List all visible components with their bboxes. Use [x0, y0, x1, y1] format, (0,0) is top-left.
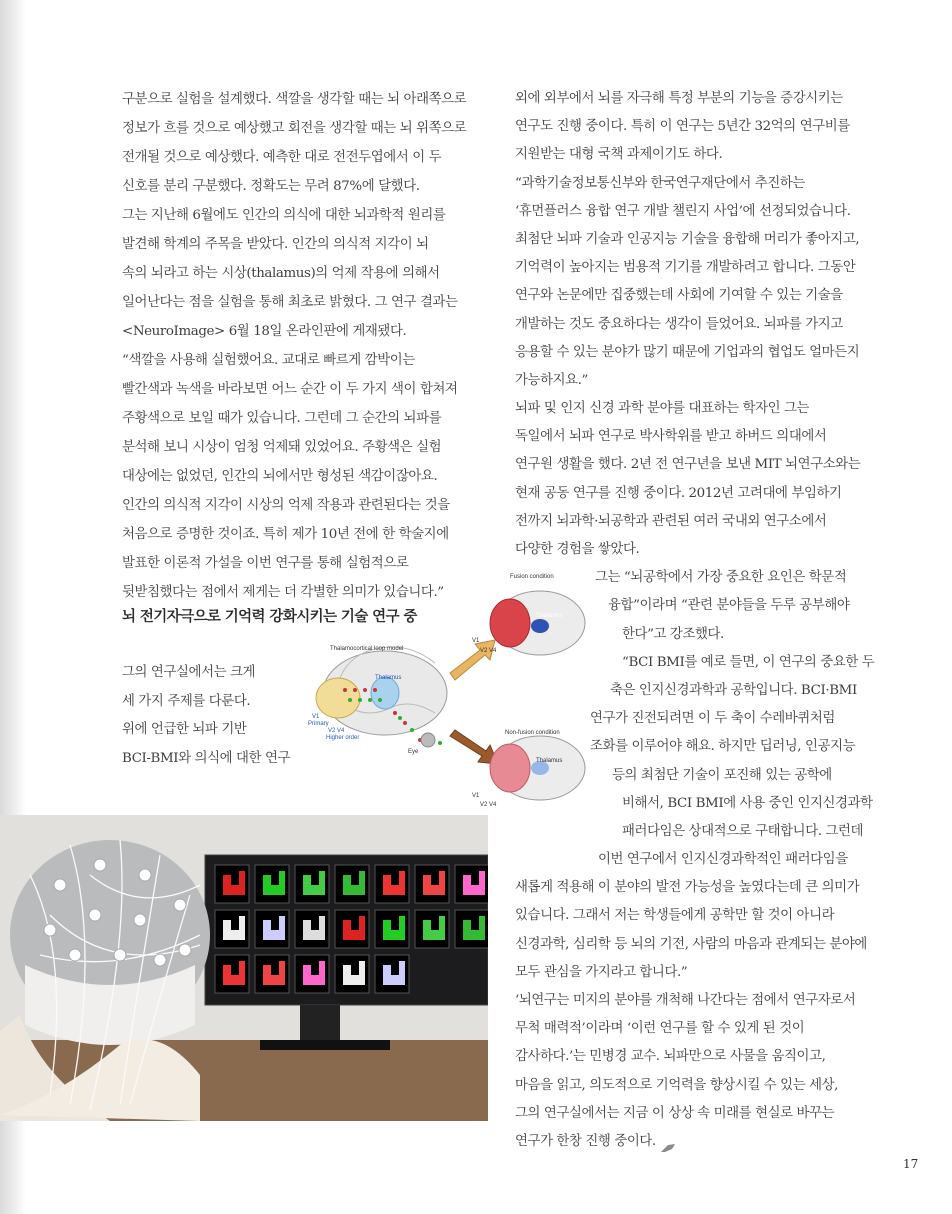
text-line: 발표한 이론적 가설을 이번 연구를 통해 실험적으로	[122, 556, 409, 571]
text-line: 모두 관심을 가지라고 합니다.”	[515, 964, 688, 980]
text-line: 지원받는 대형 국책 과제이기도 하다.	[515, 147, 723, 163]
text-line: 조화를 이루어야 해요. 하지만 딥러닝, 인공지능	[590, 739, 856, 755]
text-line: “색깔을 사용해 실험했어요. 교대로 빠르게 깜박이는	[122, 353, 415, 368]
text-line: 그의 연구실에서는 크게	[122, 665, 256, 680]
text-line: ‘휴먼플러스 융합 연구 개발 챌린지 사업’에 선정되었습니다.	[515, 203, 851, 219]
text-line: 있습니다. 그래서 저는 학생들에게 공학만 할 것이 아니라	[515, 908, 835, 924]
text-line: 뇌파 및 인지 신경 과학 분야를 대표하는 학자인 그는	[515, 401, 810, 417]
text-line: 등의 최첨단 기술이 포진해 있는 공학에	[612, 767, 832, 783]
text-line: 비해서, BCI BMI에 사용 중인 인지신경과학	[622, 795, 873, 811]
text-line: 연구도 진행 중이다. 특히 이 연구는 5년간 32억의 연구비를	[515, 119, 850, 135]
nonfusion-v2v4-label: V2 V4	[480, 802, 497, 808]
text-line: 연구가 한창 진행 중이다.	[515, 1128, 874, 1156]
fusion-title: Fusion condition	[510, 574, 554, 580]
text-line: 감사하다.’는 민병경 교수. 뇌파만으로 사물을 움직이고,	[515, 1049, 826, 1065]
eye-label: Eye	[408, 749, 419, 755]
nonfusion-title: Non-fusion condition	[505, 730, 560, 736]
text-line: 신경과학, 심리학 등 뇌의 기전, 사람의 마음과 관계되는 분야에	[515, 936, 867, 952]
thalamus-fusion-label: Thalamus	[536, 613, 563, 619]
text-line: 연구와 논문에만 집중했는데 사회에 기여할 수 있는 기술을	[515, 288, 843, 304]
text-line: 가능하지요.”	[515, 372, 588, 388]
intro-text	[122, 659, 290, 773]
text-line: “과학기술정보통신부와 한국연구재단에서 추진하는	[515, 175, 805, 191]
text-line: 외에 외부에서 뇌를 자극해 특정 부분의 기능을 증강시키는	[515, 91, 843, 106]
section-heading: 뇌 전기자극으로 기억력 강화시키는 기술 연구 중	[122, 609, 417, 625]
page-number: 17	[903, 1157, 919, 1171]
text-line: 세 가지 주제를 다룬다.	[122, 693, 251, 709]
text-line: BCI-BMI와 의식에 대한 연구	[122, 750, 291, 766]
text-line: 현재 공동 연구를 진행 중이다. 2012년 고려대에 부임하기	[515, 485, 842, 501]
thalamocortical-diagram	[300, 568, 590, 813]
text-line: 빨간색과 녹색을 바라보면 어느 순간 이 두 가지 색이 합쳐져	[122, 382, 458, 397]
model-title: Thalamocortical loop model	[330, 646, 404, 652]
text-line: 정보가 흐를 것으로 예상했고 회전을 생각할 때는 뇌 위쪽으로	[122, 121, 467, 136]
text-line: 발견해 학계의 주목을 받았다. 인간의 의식적 지각이 뇌	[122, 237, 429, 252]
text-line: 인간의 의식적 지각이 시상의 억제 작용과 관련된다는 것을	[122, 498, 450, 513]
text-line: ‘뇌연구는 미지의 분야를 개척해 나간다는 점에서 연구자로서	[515, 993, 856, 1008]
text-line: 분석해 보니 시상이 엄청 억제돼 있었어요. 주황색은 실험	[122, 440, 442, 455]
text-line: 주황색으로 보일 때가 있습니다. 그런데 그 순간의 뇌파를	[122, 411, 442, 426]
text-line: 속의 뇌라고 하는 시상(thalamus)의 억제 작용에 의해서	[122, 266, 440, 281]
v2v4-label: V2 V4	[328, 728, 345, 734]
text-line: 새롭게 적용해 이 분야의 발전 가능성을 높였다는데 큰 의미가	[515, 880, 860, 896]
text-line: 응용할 수 있는 분야가 많기 때문에 기업과의 협업도 얼마든지	[515, 344, 860, 360]
text-line: 무척 매력적’이라며 ‘이런 연구를 할 수 있게 된 것이	[515, 1021, 805, 1037]
text-line: 한다”고 강조했다.	[622, 626, 724, 642]
text-line: 마음을 읽고, 의도적으로 기억력을 향상시킬 수 있는 세상,	[515, 1077, 839, 1093]
text-line: 독일에서 뇌파 연구로 박사학위를 받고 하버드 의대에서	[515, 429, 827, 445]
text-line: <NeuroImage> 6월 18일 온라인판에 게재됐다.	[122, 324, 407, 339]
text-line: 전까지 뇌과학·뇌공학과 관련된 여러 국내외 연구소에서	[515, 513, 827, 529]
text-line: 최첨단 뇌파 기술과 인공지능 기술을 융합해 머리가 좋아지고,	[515, 231, 860, 247]
left-column-text	[122, 85, 466, 607]
text-line: 융합”이라며 “관련 분야들을 두루 공부해야	[608, 598, 850, 614]
primary-label: Primary	[308, 721, 329, 727]
fusion-v2v4-label: V2 V4	[480, 648, 497, 654]
text-line: 뒷받침했다는 점에서 제게는 더 각별한 의미가 있습니다.”	[122, 585, 444, 600]
v1-label: V1	[312, 714, 320, 720]
text-line: 패러다임은 상대적으로 구태합니다. 그런데	[622, 823, 864, 839]
higher-order-label: Higher order	[326, 735, 360, 741]
text-line: 다양한 경험을 쌓았다.	[515, 542, 640, 557]
text-line: 그의 연구실에서는 지금 이 상상 속 미래를 현실로 바꾸는	[515, 1105, 835, 1121]
text-line: 개발하는 것도 중요하다는 생각이 들었어요. 뇌파를 가지고	[515, 316, 843, 332]
text-line: 그는 “뇌공학에서 가장 중요한 요인은 학문적	[595, 570, 847, 586]
thalamus-label: Thalamus	[375, 675, 402, 681]
fusion-v1-label: V1	[472, 638, 480, 644]
text-line: 연구원 생활을 했다. 2년 전 연구년을 보낸 MIT 뇌연구소와는	[515, 457, 861, 473]
brain-diagram-graphic	[300, 568, 590, 813]
text-line: 일어난다는 점을 실험을 통해 최초로 밝혔다. 그 연구 결과는	[122, 295, 458, 310]
text-line: 신호를 분리 구분했다. 정확도는 무려 87%에 달했다.	[122, 179, 420, 194]
text-line: 위에 언급한 뇌파 기반	[122, 722, 247, 737]
text-line: 연구가 진전되려면 이 두 축이 수레바퀴처럼	[590, 711, 835, 727]
text-line: 그는 지난해 6월에도 인간의 의식에 대한 뇌과학적 원리를	[122, 208, 446, 223]
text-line: 구분으로 실험을 설계했다. 색깔을 생각할 때는 뇌 아래쪽으로	[122, 92, 467, 107]
article-end-mark-icon	[660, 1136, 676, 1146]
eeg-photo-graphic	[0, 815, 488, 1121]
text-line: 기억력이 높아지는 범용적 기기를 개발하려고 합니다. 그동안	[515, 260, 856, 276]
text-line: “BCI BMI를 예로 들면, 이 연구의 중요한 두	[622, 654, 875, 670]
text-line: 이번 연구에서 인지신경과학적인 패러다임을	[598, 852, 848, 868]
eeg-experiment-photo	[0, 815, 488, 1121]
text-line: 축은 인지신경과학과 공학입니다. BCI·BMI	[610, 682, 857, 698]
thalamus-nonfusion-label: Thalamus	[536, 758, 563, 764]
text-line: 전개될 것으로 예상했다. 예측한 대로 전전두엽에서 이 두	[122, 150, 442, 165]
text-line: 대상에는 없었던, 인간의 뇌에서만 형성된 색감이잖아요.	[122, 469, 438, 484]
text-line: 처음으로 증명한 것이죠. 특히 제가 10년 전에 한 학술지에	[122, 527, 449, 542]
nonfusion-v1-label: V1	[472, 793, 480, 799]
